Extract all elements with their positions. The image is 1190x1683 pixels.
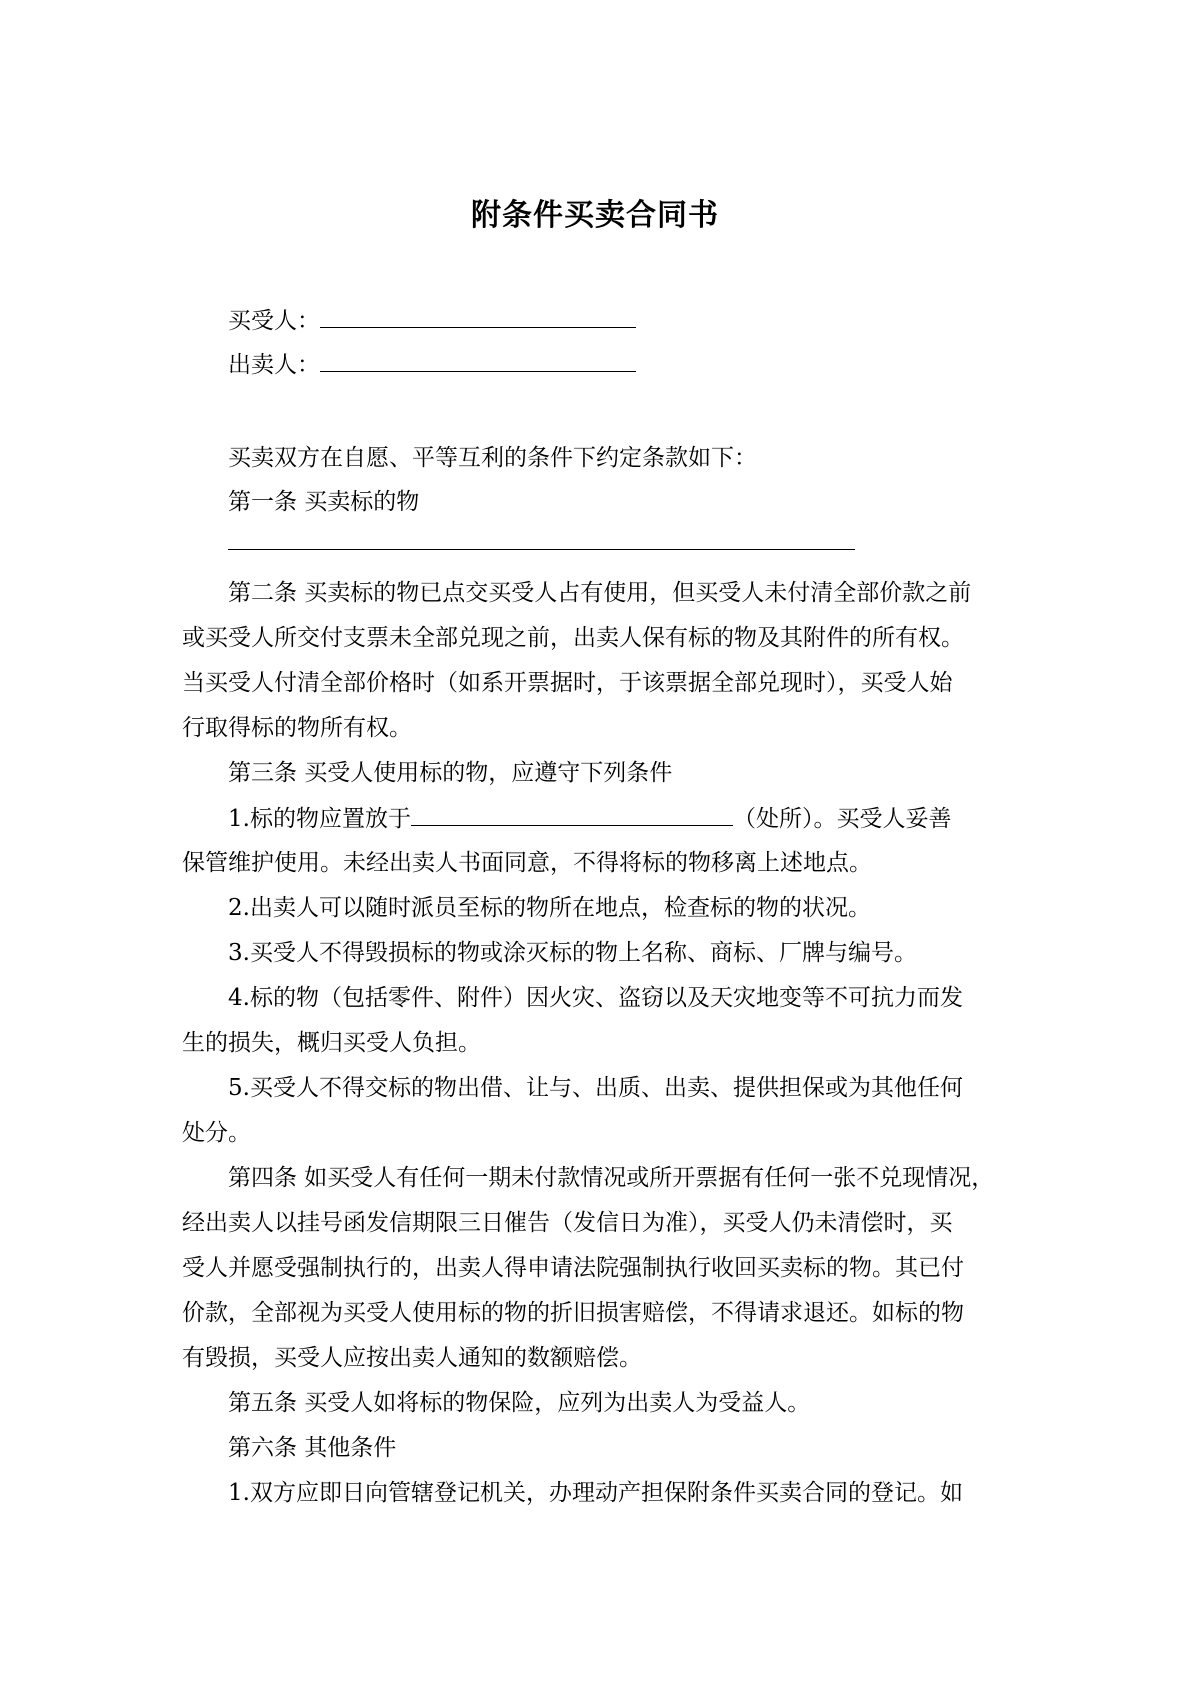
article-4-line-5: 有毁损，买受人应按出卖人通知的数额赔偿。 <box>182 1345 642 1371</box>
article-3-item-1-prefix: 1.标的物应置放于 <box>228 806 411 832</box>
article-4-line-3: 受人并愿受强制执行的，出卖人得申请法院强制执行收回买卖标的物。其已付 <box>182 1255 964 1281</box>
article-6-item-1-line-1: 1.双方应即日向管辖登记机关，办理动产担保附条件买卖合同的登记。如 <box>228 1480 963 1506</box>
article-1-blank-field[interactable] <box>228 549 855 550</box>
article-4-line-1: 第四条 如买受人有任何一期未付款情况或所开票据有任何一张不兑现情况， <box>228 1165 995 1191</box>
article-4-line-2: 经出卖人以挂号函发信期限三日催告（发信日为准），买受人仍未清偿时，买 <box>182 1210 953 1236</box>
article-3-item-1-suffix: （处所）。买受人妥善 <box>732 806 952 832</box>
buyer-label: 买受人： <box>228 308 320 334</box>
article-3-heading: 第三条 买受人使用标的物，应遵守下列条件 <box>228 760 673 786</box>
article-3-item-4-line-2: 生的损失，概归买受人负担。 <box>182 1030 481 1056</box>
article-4-line-4: 价款，全部视为买受人使用标的物的折旧损害赔偿，不得请求退还。如标的物 <box>182 1300 964 1326</box>
seller-line <box>228 349 1018 380</box>
article-3-item-5-line-2: 处分。 <box>182 1120 251 1146</box>
article-3-item-1-line-2: 保管维护使用。未经出卖人书面同意，不得将标的物移离上述地点。 <box>182 850 872 876</box>
article-3-item-1-line-1 <box>228 803 1018 834</box>
article-3-item-2: 2.出卖人可以随时派员至标的物所在地点，检查标的物的状况。 <box>228 895 871 921</box>
article-3-item-5-line-1: 5.买受人不得交标的物出借、让与、出质、出卖、提供担保或为其他任何 <box>228 1075 963 1101</box>
article-2-line-2: 或买受人所交付支票未全部兑现之前，出卖人保有标的物及其附件的所有权。 <box>182 625 964 651</box>
article-1-heading: 第一条 买卖标的物 <box>228 489 420 515</box>
article-2-line-1: 第二条 买卖标的物已点交买受人占有使用，但买受人未付清全部价款之前 <box>228 580 972 606</box>
buyer-blank-field[interactable] <box>320 305 636 328</box>
document-title: 附条件买卖合同书 <box>471 198 719 233</box>
article-2-line-3: 当买受人付清全部价格时（如系开票据时，于该票据全部兑现时），买受人始 <box>182 670 953 696</box>
buyer-line <box>228 305 1018 336</box>
seller-label: 出卖人： <box>228 352 320 378</box>
article-2-line-4: 行取得标的物所有权。 <box>182 715 412 741</box>
article-5: 第五条 买受人如将标的物保险，应列为出卖人为受益人。 <box>228 1390 811 1416</box>
seller-blank-field[interactable] <box>320 349 636 372</box>
article-3-item-4-line-1: 4.标的物（包括零件、附件）因火灾、盗窃以及天灾地变等不可抗力而发 <box>228 985 963 1011</box>
intro-text: 买卖双方在自愿、平等互利的条件下约定条款如下： <box>228 445 757 471</box>
article-6-heading: 第六条 其他条件 <box>228 1435 397 1461</box>
article-3-item-3: 3.买受人不得毁损标的物或涂灭标的物上名称、商标、厂牌与编号。 <box>228 940 917 966</box>
location-blank-field[interactable] <box>411 803 733 826</box>
